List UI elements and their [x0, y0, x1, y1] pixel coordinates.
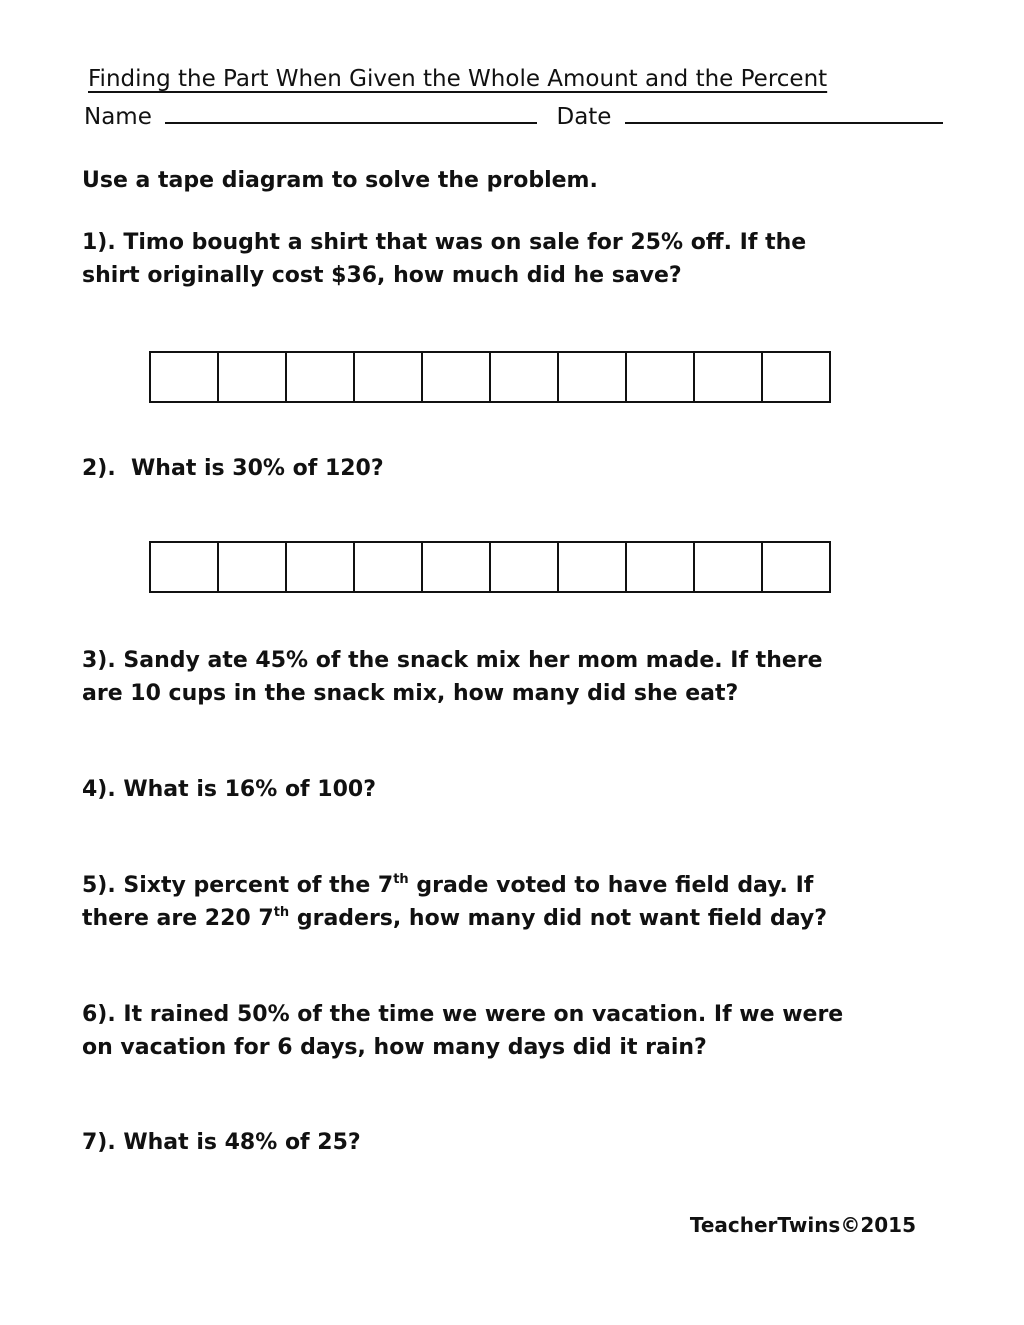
tape-cell[interactable] — [559, 353, 627, 401]
date-field[interactable] — [625, 100, 943, 124]
tape-cell[interactable] — [559, 543, 627, 591]
question-5-text: grade voted to have field day. If — [408, 873, 814, 898]
name-label: Name — [84, 104, 152, 130]
tape-cell[interactable] — [763, 353, 829, 401]
tape-diagram-2 — [149, 541, 831, 593]
question-7: 7). What is 48% of 25? — [82, 1130, 361, 1155]
tape-cell[interactable] — [151, 543, 219, 591]
superscript: th — [393, 872, 409, 887]
question-1-line-2: shirt originally cost $36, how much did he save? — [82, 263, 682, 288]
name-field[interactable] — [165, 100, 537, 124]
tape-cell[interactable] — [627, 543, 695, 591]
tape-cell[interactable] — [695, 543, 763, 591]
copyright-footer: TeacherTwins©2015 — [689, 1213, 916, 1237]
worksheet-title: Finding the Part When Given the Whole Amount and the Percent — [88, 66, 828, 92]
tape-cell[interactable] — [423, 353, 491, 401]
instructions: Use a tape diagram to solve the problem. — [82, 168, 598, 193]
tape-cell[interactable] — [151, 353, 219, 401]
superscript: th — [273, 905, 290, 920]
tape-cell[interactable] — [627, 353, 695, 401]
question-5-text: there are 220 7 — [82, 906, 274, 931]
question-2: 2). What is 30% of 120? — [82, 456, 384, 481]
date-label: Date — [556, 104, 612, 130]
question-3-line-2: are 10 cups in the snack mix, how many did she eat? — [82, 681, 739, 706]
question-6-line-1: 6). It rained 50% of the time we were on vacation. If we were — [82, 1002, 844, 1027]
tape-cell[interactable] — [287, 353, 355, 401]
tape-cell[interactable] — [219, 353, 287, 401]
tape-cell[interactable] — [423, 543, 491, 591]
tape-cell[interactable] — [491, 353, 559, 401]
question-3-line-1: 3). Sandy ate 45% of the snack mix her mom made. If there — [82, 648, 823, 673]
tape-cell[interactable] — [355, 543, 423, 591]
tape-cell[interactable] — [287, 543, 355, 591]
tape-diagram-1 — [149, 351, 831, 403]
question-5-line-1 — [82, 873, 813, 898]
tape-cell[interactable] — [763, 543, 829, 591]
question-6-line-2: on vacation for 6 days, how many days did it rain? — [82, 1035, 707, 1060]
question-5-text: graders, how many did not want field day? — [289, 906, 827, 931]
tape-cell[interactable] — [355, 353, 423, 401]
name-date-row — [84, 100, 943, 130]
tape-cell[interactable] — [695, 353, 763, 401]
question-5-text: 5). Sixty percent of the 7 — [82, 873, 394, 898]
tape-cell[interactable] — [491, 543, 559, 591]
question-4: 4). What is 16% of 100? — [82, 777, 376, 802]
tape-cell[interactable] — [219, 543, 287, 591]
question-1-line-1: 1). Timo bought a shirt that was on sale for 25% off. If the — [82, 230, 807, 255]
question-5-line-2 — [82, 906, 827, 931]
